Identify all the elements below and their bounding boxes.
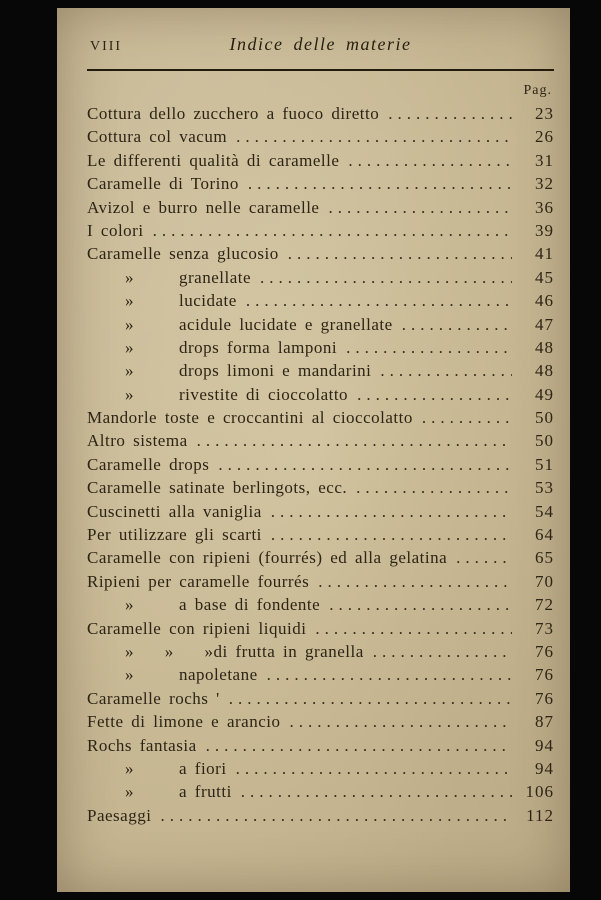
book-page	[57, 8, 570, 892]
entry-label: napoletane	[179, 665, 258, 685]
entry-label: Altro sistema	[87, 431, 188, 451]
entry-page-number: 54	[535, 501, 554, 521]
dot-leader	[271, 502, 512, 522]
entry-label: Caramelle di Torino	[87, 174, 239, 194]
dot-leader	[267, 665, 512, 685]
dot-leader	[318, 572, 512, 592]
dot-leader	[373, 642, 512, 662]
dot-leader	[236, 759, 512, 779]
entry-ditto-mark: »	[125, 361, 134, 381]
entry-ditto-mark: »	[125, 291, 134, 311]
entry-ditto-mark: » » »	[125, 641, 214, 661]
toc-list	[87, 104, 554, 829]
entry-page-number: 49	[535, 384, 554, 404]
dot-leader	[328, 198, 512, 218]
toc-entry	[87, 315, 554, 338]
dot-leader	[246, 291, 512, 311]
toc-entry	[87, 174, 554, 197]
entry-ditto-mark: »	[125, 665, 134, 685]
toc-entry	[87, 502, 554, 525]
entry-label: di frutta in granella	[213, 641, 364, 661]
header-rule	[87, 69, 554, 71]
dot-leader	[290, 712, 513, 732]
entry-page-number: 72	[535, 595, 554, 615]
entry-page-number: 51	[535, 454, 554, 474]
entry-label: Cottura col vacum	[87, 127, 228, 147]
dot-leader	[260, 268, 512, 288]
toc-entry	[87, 104, 554, 127]
dot-leader	[388, 104, 512, 124]
toc-entry	[87, 221, 554, 244]
toc-entry	[87, 385, 554, 408]
dot-leader	[380, 361, 512, 381]
dot-leader	[218, 455, 512, 475]
entry-page-number: 32	[535, 174, 554, 194]
entry-page-number: 45	[535, 267, 554, 287]
toc-entry	[87, 642, 554, 665]
toc-entry	[87, 689, 554, 712]
entry-page-number: 73	[535, 618, 554, 638]
toc-entry	[87, 478, 554, 501]
toc-entry	[87, 712, 554, 735]
dot-leader	[229, 689, 512, 709]
dot-leader	[206, 736, 512, 756]
entry-label: rivestite di cioccolatto	[179, 384, 349, 404]
entry-page-number: 87	[535, 712, 554, 732]
dot-leader	[236, 127, 512, 147]
toc-entry	[87, 431, 554, 454]
entry-label: Per utilizzare gli scarti	[87, 525, 262, 545]
entry-ditto-mark: »	[125, 314, 134, 334]
entry-label: a base di fondente	[179, 595, 321, 615]
toc-entry	[87, 127, 554, 150]
entry-label: Le differenti qualità di caramelle	[87, 150, 340, 170]
dot-leader	[356, 478, 512, 498]
dot-leader	[329, 595, 512, 615]
entry-label: a fiori	[179, 758, 227, 778]
entry-page-number: 39	[535, 220, 554, 240]
entry-label: Fette di limone e arancio	[87, 712, 281, 732]
entry-page-number: 50	[535, 431, 554, 451]
toc-entry	[87, 572, 554, 595]
dot-leader	[271, 525, 512, 545]
entry-ditto-mark: »	[125, 782, 134, 802]
entry-label: drops limoni e mandarini	[179, 361, 372, 381]
entry-label: drops forma lamponi	[179, 337, 338, 357]
entry-page-number: 47	[535, 314, 554, 334]
toc-entry	[87, 455, 554, 478]
dot-leader	[402, 315, 512, 335]
entry-page-number: 41	[535, 244, 554, 264]
toc-entry	[87, 595, 554, 618]
toc-entry	[87, 759, 554, 782]
entry-page-number: 48	[535, 361, 554, 381]
folio-number: VIII	[90, 39, 123, 54]
dot-leader	[357, 385, 512, 405]
entry-label: lucidate	[179, 291, 237, 311]
entry-label: Caramelle con ripieni (fourrés) ed alla gelatina	[87, 548, 448, 568]
entry-page-number: 76	[535, 688, 554, 708]
toc-entry	[87, 665, 554, 688]
dot-leader	[456, 548, 512, 568]
dot-leader	[346, 338, 512, 358]
entry-label: granellate	[179, 267, 252, 287]
entry-label: Caramelle drops	[87, 454, 210, 474]
entry-page-number: 112	[526, 805, 554, 825]
toc-entry	[87, 525, 554, 548]
dot-leader	[241, 782, 512, 802]
entry-label: Caramelle satinate berlingots, ecc.	[87, 478, 348, 498]
entry-page-number: 53	[535, 478, 554, 498]
entry-label: Caramelle rochs '	[87, 688, 220, 708]
dot-leader	[153, 221, 512, 241]
entry-label: Mandorle toste e croccantini al cioccolatto	[87, 408, 413, 428]
toc-entry	[87, 291, 554, 314]
entry-page-number: 94	[535, 758, 554, 778]
entry-page-number: 31	[535, 150, 554, 170]
entry-page-number: 46	[535, 291, 554, 311]
entry-label: Caramelle con ripieni liquidi	[87, 618, 307, 638]
running-title: Indice delle materie	[229, 34, 412, 54]
entry-label: Cottura dello zucchero a fuoco diretto	[87, 104, 380, 123]
entry-label: Avizol e burro nelle caramelle	[87, 197, 320, 217]
entry-ditto-mark: »	[125, 384, 134, 404]
entry-ditto-mark: »	[125, 267, 134, 287]
toc-entry	[87, 198, 554, 221]
toc-entry	[87, 361, 554, 384]
toc-entry	[87, 338, 554, 361]
entry-page-number: 36	[535, 197, 554, 217]
toc-entry	[87, 244, 554, 267]
dot-leader	[160, 806, 512, 826]
entry-page-number: 106	[525, 782, 554, 802]
entry-page-number: 48	[535, 337, 554, 357]
dot-leader	[348, 151, 512, 171]
entry-ditto-mark: »	[125, 595, 134, 615]
entry-ditto-mark: »	[125, 758, 134, 778]
toc-entry	[87, 151, 554, 174]
dot-leader	[197, 431, 512, 451]
toc-entry	[87, 408, 554, 431]
entry-label: Caramelle senza glucosio	[87, 244, 279, 264]
entry-label: Rochs fantasia	[87, 735, 197, 755]
entry-page-number: 23	[535, 104, 554, 123]
dot-leader	[422, 408, 512, 428]
dot-leader	[315, 619, 512, 639]
entry-label: Paesaggi	[87, 805, 152, 825]
toc-entry	[87, 268, 554, 291]
dot-leader	[288, 244, 512, 264]
entry-page-number: 64	[535, 525, 554, 545]
dot-leader	[248, 174, 512, 194]
entry-page-number: 65	[535, 548, 554, 568]
toc-entry	[87, 806, 554, 829]
toc-entry	[87, 736, 554, 759]
entry-ditto-mark: »	[125, 337, 134, 357]
toc-entry	[87, 619, 554, 642]
entry-label: Cuscinetti alla vaniglia	[87, 501, 262, 521]
entry-page-number: 76	[535, 665, 554, 685]
entry-label: a frutti	[179, 782, 232, 802]
entry-label: I colori	[87, 220, 144, 240]
page-header	[87, 30, 554, 62]
entry-page-number: 26	[535, 127, 554, 147]
toc-entry	[87, 782, 554, 805]
entry-label: Ripieni per caramelle fourrés	[87, 571, 310, 591]
page-column-label: Pag.	[523, 83, 552, 98]
toc-entry	[87, 548, 554, 571]
entry-label: acidule lucidate e granellate	[179, 314, 393, 334]
entry-page-number: 94	[535, 735, 554, 755]
entry-page-number: 76	[535, 641, 554, 661]
entry-page-number: 50	[535, 408, 554, 428]
entry-page-number: 70	[535, 571, 554, 591]
